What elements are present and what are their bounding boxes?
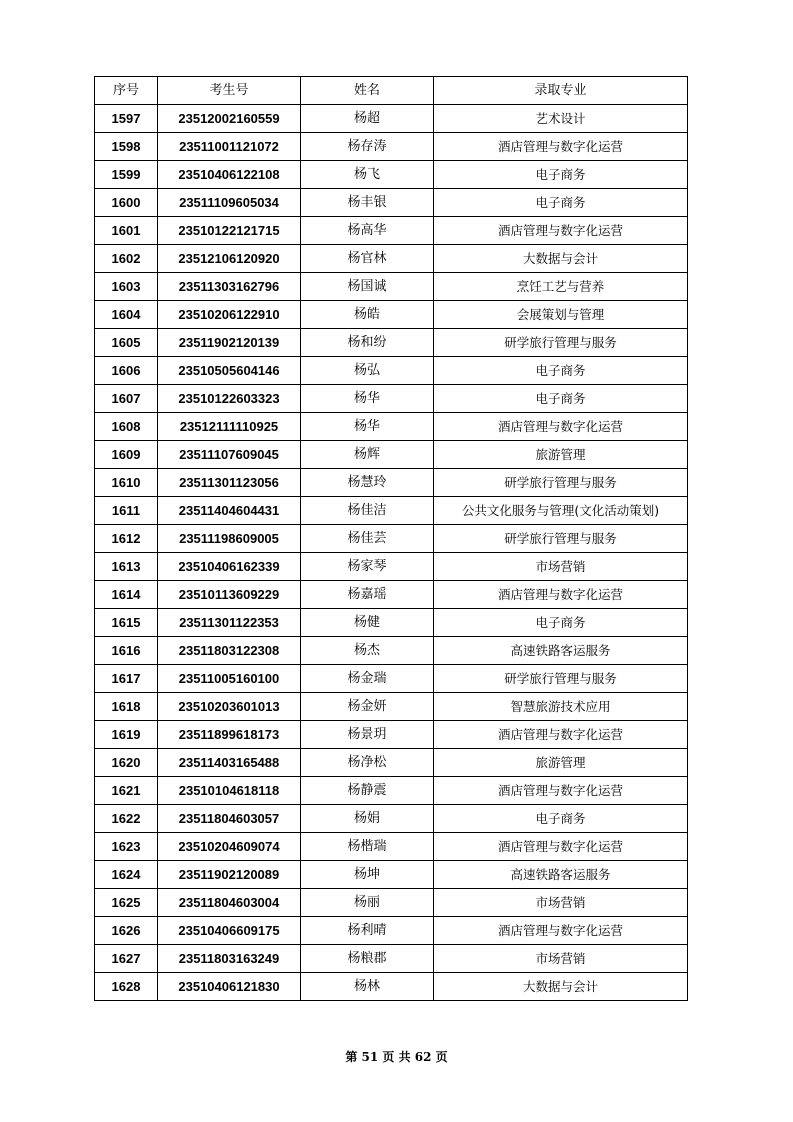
cell-major: 高速铁路客运服务 — [434, 637, 688, 665]
table-body — [95, 105, 688, 1001]
cell-seq: 1628 — [95, 973, 158, 1001]
cell-seq: 1610 — [95, 469, 158, 497]
cell-major: 研学旅行管理与服务 — [434, 469, 688, 497]
cell-name: 杨华 — [301, 385, 434, 413]
table-row — [95, 385, 688, 413]
cell-name: 杨林 — [301, 973, 434, 1001]
cell-name: 杨超 — [301, 105, 434, 133]
cell-name: 杨高华 — [301, 217, 434, 245]
cell-exam-id: 23511301123056 — [158, 469, 301, 497]
cell-seq: 1598 — [95, 133, 158, 161]
cell-seq: 1618 — [95, 693, 158, 721]
table-row — [95, 777, 688, 805]
cell-exam-id: 23511303162796 — [158, 273, 301, 301]
cell-exam-id: 23511803122308 — [158, 637, 301, 665]
cell-seq: 1627 — [95, 945, 158, 973]
cell-major: 酒店管理与数字化运营 — [434, 833, 688, 861]
cell-exam-id: 23511107609045 — [158, 441, 301, 469]
cell-major: 艺术设计 — [434, 105, 688, 133]
cell-major: 电子商务 — [434, 161, 688, 189]
cell-seq: 1619 — [95, 721, 158, 749]
cell-name: 杨杰 — [301, 637, 434, 665]
header-major: 录取专业 — [434, 77, 688, 105]
cell-major: 市场营销 — [434, 889, 688, 917]
page-number: 第 51 页 共 62 页 — [345, 1050, 448, 1064]
cell-major: 酒店管理与数字化运营 — [434, 581, 688, 609]
table-row — [95, 833, 688, 861]
table-row — [95, 133, 688, 161]
cell-name: 杨慧玲 — [301, 469, 434, 497]
cell-name: 杨娟 — [301, 805, 434, 833]
table-row — [95, 861, 688, 889]
cell-major: 酒店管理与数字化运营 — [434, 777, 688, 805]
cell-name: 杨佳芸 — [301, 525, 434, 553]
cell-exam-id: 23510122121715 — [158, 217, 301, 245]
cell-name: 杨辉 — [301, 441, 434, 469]
cell-name: 杨利晴 — [301, 917, 434, 945]
cell-exam-id: 23510206122910 — [158, 301, 301, 329]
cell-name: 杨坤 — [301, 861, 434, 889]
table-row — [95, 301, 688, 329]
table-row — [95, 609, 688, 637]
cell-major: 电子商务 — [434, 189, 688, 217]
table-row — [95, 693, 688, 721]
table-row — [95, 273, 688, 301]
cell-seq: 1623 — [95, 833, 158, 861]
table-row — [95, 189, 688, 217]
cell-seq: 1601 — [95, 217, 158, 245]
cell-seq: 1609 — [95, 441, 158, 469]
cell-seq: 1624 — [95, 861, 158, 889]
cell-seq: 1616 — [95, 637, 158, 665]
cell-major: 市场营销 — [434, 553, 688, 581]
table-row — [95, 105, 688, 133]
cell-major: 公共文化服务与管理(文化活动策划) — [434, 497, 688, 525]
cell-name: 杨丰银 — [301, 189, 434, 217]
cell-exam-id: 23511301122353 — [158, 609, 301, 637]
cell-major: 电子商务 — [434, 385, 688, 413]
cell-major: 旅游管理 — [434, 441, 688, 469]
cell-seq: 1606 — [95, 357, 158, 385]
admission-table — [94, 76, 688, 1001]
cell-name: 杨官林 — [301, 245, 434, 273]
header-seq: 序号 — [95, 77, 158, 105]
cell-major: 旅游管理 — [434, 749, 688, 777]
cell-exam-id: 23511899618173 — [158, 721, 301, 749]
cell-name: 杨景玥 — [301, 721, 434, 749]
cell-name: 杨嘉瑶 — [301, 581, 434, 609]
table-row — [95, 749, 688, 777]
table-row — [95, 973, 688, 1001]
table-row — [95, 553, 688, 581]
cell-exam-id: 23510406121830 — [158, 973, 301, 1001]
cell-seq: 1599 — [95, 161, 158, 189]
cell-exam-id: 23511804603057 — [158, 805, 301, 833]
cell-exam-id: 23510204609074 — [158, 833, 301, 861]
cell-major: 研学旅行管理与服务 — [434, 329, 688, 357]
cell-exam-id: 23511902120139 — [158, 329, 301, 357]
cell-major: 电子商务 — [434, 357, 688, 385]
cell-exam-id: 23511804603004 — [158, 889, 301, 917]
cell-exam-id: 23510505604146 — [158, 357, 301, 385]
cell-seq: 1615 — [95, 609, 158, 637]
cell-major: 酒店管理与数字化运营 — [434, 721, 688, 749]
cell-seq: 1604 — [95, 301, 158, 329]
cell-seq: 1607 — [95, 385, 158, 413]
cell-major: 酒店管理与数字化运营 — [434, 217, 688, 245]
table-row — [95, 889, 688, 917]
cell-seq: 1613 — [95, 553, 158, 581]
cell-name: 杨弘 — [301, 357, 434, 385]
cell-exam-id: 23510406122108 — [158, 161, 301, 189]
cell-exam-id: 23511005160100 — [158, 665, 301, 693]
table-row — [95, 917, 688, 945]
cell-exam-id: 23511404604431 — [158, 497, 301, 525]
table-row — [95, 497, 688, 525]
cell-major: 研学旅行管理与服务 — [434, 525, 688, 553]
cell-name: 杨丽 — [301, 889, 434, 917]
cell-seq: 1622 — [95, 805, 158, 833]
cell-seq: 1605 — [95, 329, 158, 357]
table-row — [95, 329, 688, 357]
cell-name: 杨粮郡 — [301, 945, 434, 973]
cell-name: 杨存涛 — [301, 133, 434, 161]
cell-name: 杨楷瑞 — [301, 833, 434, 861]
cell-major: 大数据与会计 — [434, 245, 688, 273]
cell-seq: 1612 — [95, 525, 158, 553]
header-name: 姓名 — [301, 77, 434, 105]
cell-exam-id: 23510104618118 — [158, 777, 301, 805]
table-row — [95, 413, 688, 441]
cell-exam-id: 23510203601013 — [158, 693, 301, 721]
cell-major: 电子商务 — [434, 609, 688, 637]
cell-seq: 1597 — [95, 105, 158, 133]
cell-exam-id: 23510406162339 — [158, 553, 301, 581]
table-row — [95, 721, 688, 749]
cell-major: 酒店管理与数字化运营 — [434, 133, 688, 161]
cell-exam-id: 23510122603323 — [158, 385, 301, 413]
cell-seq: 1603 — [95, 273, 158, 301]
cell-seq: 1608 — [95, 413, 158, 441]
cell-name: 杨和纷 — [301, 329, 434, 357]
cell-seq: 1626 — [95, 917, 158, 945]
cell-major: 智慧旅游技术应用 — [434, 693, 688, 721]
table-row — [95, 945, 688, 973]
cell-exam-id: 23512111110925 — [158, 413, 301, 441]
cell-seq: 1614 — [95, 581, 158, 609]
cell-major: 高速铁路客运服务 — [434, 861, 688, 889]
cell-major: 会展策划与管理 — [434, 301, 688, 329]
cell-name: 杨净松 — [301, 749, 434, 777]
cell-major: 研学旅行管理与服务 — [434, 665, 688, 693]
table-row — [95, 217, 688, 245]
cell-major: 酒店管理与数字化运营 — [434, 917, 688, 945]
cell-name: 杨家琴 — [301, 553, 434, 581]
cell-exam-id: 23512106120920 — [158, 245, 301, 273]
table-row — [95, 469, 688, 497]
cell-exam-id: 23511902120089 — [158, 861, 301, 889]
cell-seq: 1625 — [95, 889, 158, 917]
cell-major: 市场营销 — [434, 945, 688, 973]
table-row — [95, 357, 688, 385]
table-row — [95, 525, 688, 553]
cell-seq: 1620 — [95, 749, 158, 777]
cell-seq: 1611 — [95, 497, 158, 525]
cell-name: 杨皓 — [301, 301, 434, 329]
cell-exam-id: 23511403165488 — [158, 749, 301, 777]
cell-name: 杨健 — [301, 609, 434, 637]
cell-name: 杨国诚 — [301, 273, 434, 301]
cell-name: 杨佳洁 — [301, 497, 434, 525]
table-header — [95, 77, 688, 105]
cell-seq: 1602 — [95, 245, 158, 273]
cell-seq: 1621 — [95, 777, 158, 805]
header-exam-id: 考生号 — [158, 77, 301, 105]
cell-exam-id: 23512002160559 — [158, 105, 301, 133]
table-row — [95, 581, 688, 609]
cell-exam-id: 23510406609175 — [158, 917, 301, 945]
cell-seq: 1600 — [95, 189, 158, 217]
cell-name: 杨飞 — [301, 161, 434, 189]
table-row — [95, 665, 688, 693]
cell-seq: 1617 — [95, 665, 158, 693]
cell-name: 杨金瑞 — [301, 665, 434, 693]
cell-name: 杨华 — [301, 413, 434, 441]
cell-name: 杨金妍 — [301, 693, 434, 721]
table-row — [95, 161, 688, 189]
cell-exam-id: 23511198609005 — [158, 525, 301, 553]
cell-major: 电子商务 — [434, 805, 688, 833]
header-row — [95, 77, 688, 105]
cell-major: 大数据与会计 — [434, 973, 688, 1001]
table-row — [95, 245, 688, 273]
cell-exam-id: 23511803163249 — [158, 945, 301, 973]
cell-exam-id: 23511001121072 — [158, 133, 301, 161]
cell-exam-id: 23511109605034 — [158, 189, 301, 217]
cell-exam-id: 23510113609229 — [158, 581, 301, 609]
table-row — [95, 805, 688, 833]
cell-major: 烹饪工艺与营养 — [434, 273, 688, 301]
table-row — [95, 441, 688, 469]
cell-major: 酒店管理与数字化运营 — [434, 413, 688, 441]
cell-name: 杨静震 — [301, 777, 434, 805]
table-row — [95, 637, 688, 665]
